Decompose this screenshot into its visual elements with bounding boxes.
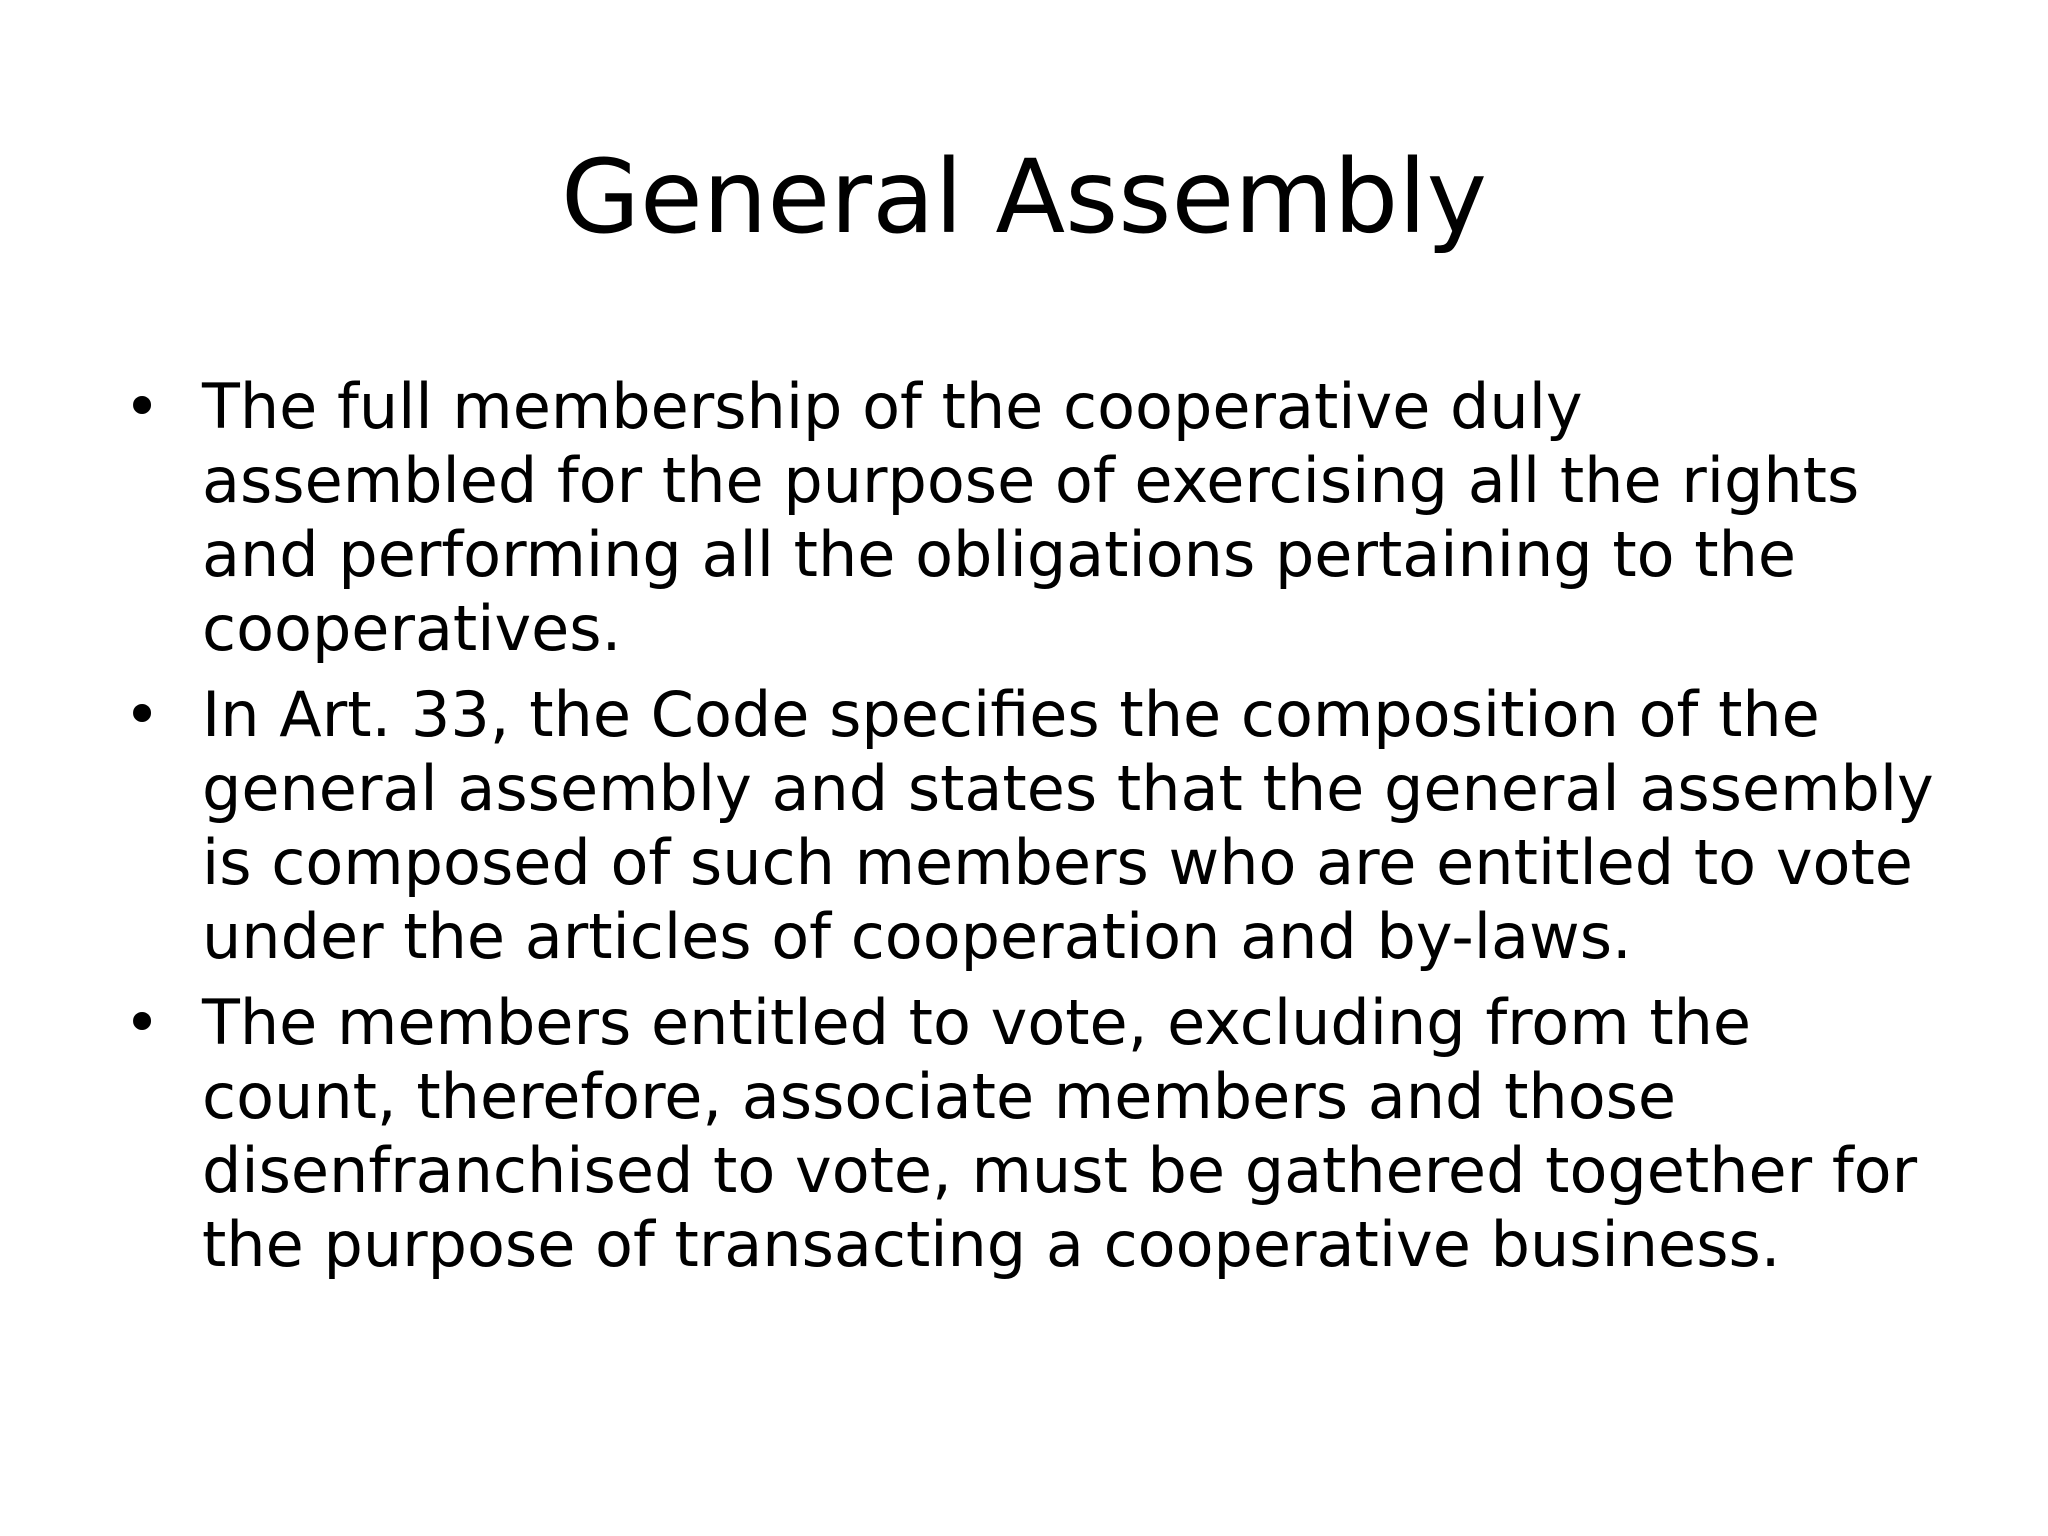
bullet-line: The members entitled to vote, excluding from the: [202, 986, 1752, 1059]
bullet-line: and performing all the obligations pertaining to the: [202, 518, 1797, 591]
bullet-line: assembled for the purpose of exercising all the rights: [202, 444, 1860, 517]
bullet-line: cooperatives.: [202, 592, 622, 665]
bullet-line: the purpose of transacting a cooperative business.: [202, 1208, 1781, 1281]
bullet-line: under the articles of cooperation and by-laws.: [202, 900, 1632, 973]
bullet-item-2: [122, 678, 1962, 974]
bullet-line: is composed of such members who are entitled to vote: [202, 826, 1913, 899]
bullet-line: The full membership of the cooperative duly: [202, 370, 1583, 443]
slide-title: General Assembly: [560, 138, 1488, 257]
bullet-icon: •: [123, 986, 161, 1059]
bullet-line: In Art. 33, the Code specifies the composition of the: [202, 678, 1820, 751]
bullet-item-1: [122, 370, 1962, 666]
bullet-icon: •: [123, 370, 161, 443]
bullet-item-3: [122, 986, 1962, 1282]
bullet-list: [122, 370, 1962, 1294]
bullet-icon: •: [123, 678, 161, 751]
bullet-line: disenfranchised to vote, must be gathered together for: [202, 1134, 1918, 1207]
bullet-line: general assembly and states that the general assembly: [202, 752, 1934, 825]
bullet-line: count, therefore, associate members and those: [202, 1060, 1677, 1133]
